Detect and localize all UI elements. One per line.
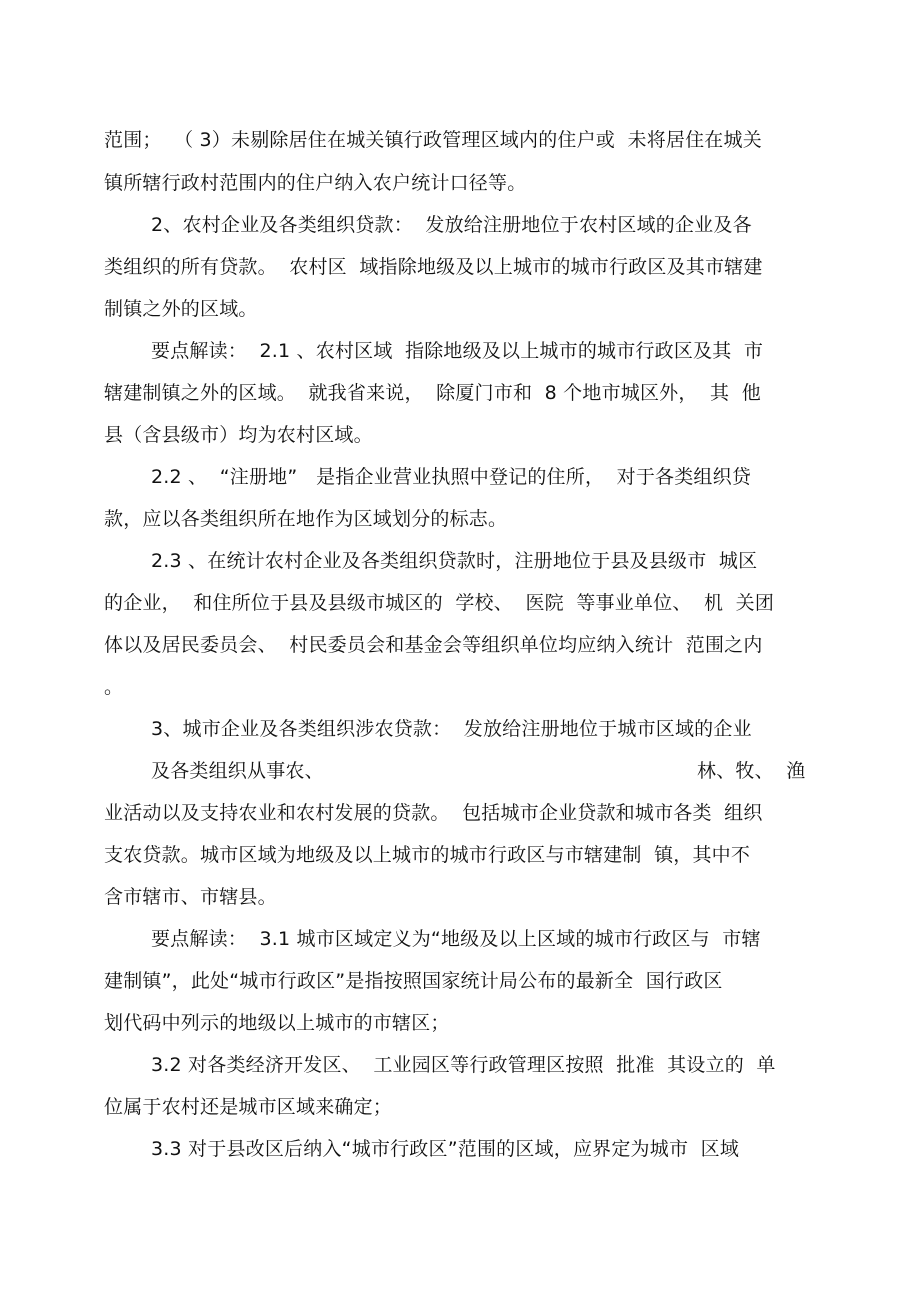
text-line: 划代码中列示的地级以上城市的市辖区；: [104, 1012, 450, 1034]
text-line: 范围； （ 3）未剔除居住在城关镇行政管理区域内的住户或 未将居住在城关: [104, 129, 762, 151]
text-line: 2.3 、在统计农村企业及各类组织贷款时，注册地位于县及县级市 城区: [151, 550, 758, 572]
text-line: 类组织的所有贷款。 农村区 域指除地级及以上城市的城市行政区及其市辖建: [104, 256, 763, 278]
text-line: 林、牧、 渔: [697, 760, 806, 782]
text-line: 业活动以及支持农业和农村发展的贷款。 包括城市企业贷款和城市各类 组织: [104, 802, 763, 824]
text-line: 镇所辖行政村范围内的住户纳入农户统计口径等。: [104, 172, 527, 194]
text-line: 2.2 、 “注册地” 是指企业营业执照中登记的住所， 对于各类组织贷: [151, 466, 752, 488]
text-line: 3.2 对各类经济开发区、 工业园区等行政管理区按照 批准 其设立的 单: [151, 1054, 776, 1076]
text-line: 制镇之外的区域。: [104, 298, 258, 320]
text-line: 及各类组织从事农、: [151, 760, 324, 782]
text-line: 建制镇”，此处“城市行政区”是指按照国家统计局公布的最新全 国行政区: [104, 970, 723, 992]
text-line: 的企业， 和住所位于县及县级市城区的 学校、 医院 等事业单位、 机 关团: [104, 592, 775, 614]
text-line: 位属于农村还是城市区域来确定；: [104, 1096, 393, 1118]
text-line: 县（含县级市）均为农村区域。: [104, 424, 373, 446]
text-line: 。: [104, 676, 124, 698]
text-line: 3.3 对于县改区后纳入“城市行政区”范围的区域，应界定为城市 区域: [151, 1138, 740, 1160]
text-line: 3、城市企业及各类组织涉农贷款： 发放给注册地位于城市区域的企业: [151, 718, 752, 740]
text-line: 款，应以各类组织所在地作为区域划分的标志。: [104, 508, 508, 530]
text-line: 2、农村企业及各类组织贷款： 发放给注册地位于农村区域的企业及各: [151, 214, 752, 236]
text-line: 要点解读： 3.1 城市区域定义为“地级及以上区域的城市行政区与 市辖: [151, 928, 761, 950]
text-line: 辖建制镇之外的区域。 就我省来说， 除厦门市和 8 个地市城区外， 其 他: [104, 382, 761, 404]
text-line: 含市辖市、市辖县。: [104, 886, 277, 908]
text-line: 要点解读： 2.1 、农村区域 指除地级及以上城市的城市行政区及其 市: [151, 340, 764, 362]
text-line: 体以及居民委员会、 村民委员会和基金会等组织单位均应纳入统计 范围之内: [104, 634, 763, 656]
text-line: 支农贷款。城市区域为地级及以上城市的城市行政区与市辖建制 镇，其中不: [104, 844, 751, 866]
